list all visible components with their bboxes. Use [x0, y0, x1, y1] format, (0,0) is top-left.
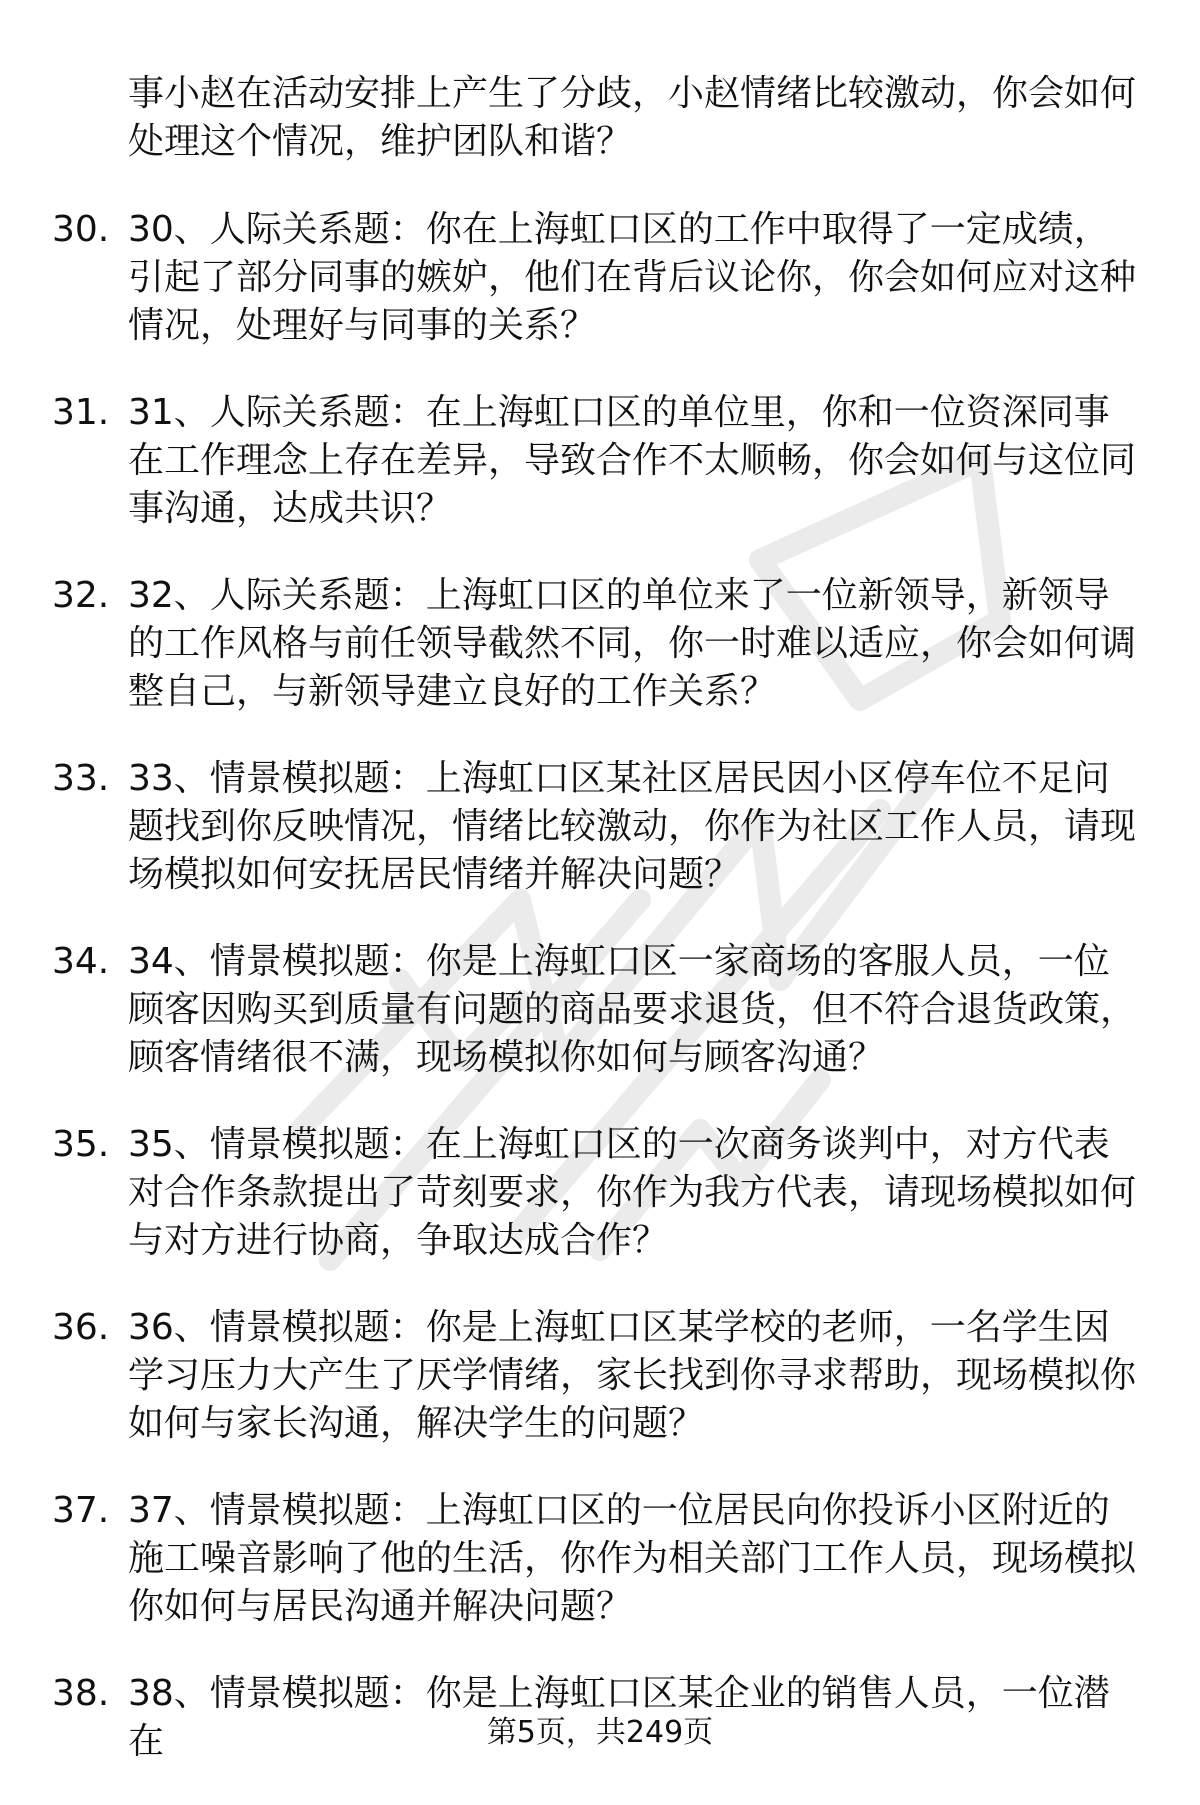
list-item	[0, 938, 1200, 1082]
item-text: 30、人际关系题：你在上海虹口区的工作中取得了一定成绩，引起了部分同事的嫉妒，他们在背后议论你，你会如何应对这种情况，处理好与同事的关系？	[128, 209, 1137, 346]
item-text: 38、情景模拟题：你是上海虹口区某企业的销售人员，一位潜在	[128, 1673, 1110, 1762]
continuation-text: 事小赵在活动安排上产生了分歧，小赵情绪比较激动，你会如何处理这个情况，维护团队和谐？	[128, 73, 1137, 162]
question-list	[0, 70, 1200, 1805]
list-item	[0, 755, 1200, 899]
item-number: 33.	[52, 758, 110, 799]
item-number: 37.	[52, 1490, 110, 1531]
list-item	[0, 1304, 1200, 1448]
item-number: 30.	[52, 209, 110, 250]
item-number: 32.	[52, 575, 110, 616]
list-item	[0, 1487, 1200, 1631]
item-text: 36、情景模拟题：你是上海虹口区某学校的老师，一名学生因学习压力大产生了厌学情绪，家长找到你寻求帮助，现场模拟你如何与家长沟通，解决学生的问题？	[128, 1307, 1137, 1444]
list-item	[0, 389, 1200, 533]
item-number: 36.	[52, 1307, 110, 1348]
page-footer: 第5页，共249页	[486, 1715, 714, 1750]
item-number: 34.	[52, 941, 110, 982]
item-number: 31.	[52, 392, 110, 433]
item-text: 34、情景模拟题：你是上海虹口区一家商场的客服人员，一位顾客因购买到质量有问题的商品要求退货，但不符合退货政策，顾客情绪很不满，现场模拟你如何与顾客沟通？	[128, 941, 1137, 1078]
item-number: 38.	[52, 1673, 110, 1714]
list-item	[0, 206, 1200, 350]
item-text: 35、情景模拟题：在上海虹口区的一次商务谈判中，对方代表对合作条款提出了苛刻要求，你作为我方代表，请现场模拟如何与对方进行协商，争取达成合作？	[128, 1124, 1137, 1261]
item-number: 35.	[52, 1124, 110, 1165]
item-text: 31、人际关系题：在上海虹口区的单位里，你和一位资深同事在工作理念上存在差异，导致合作不太顺畅，你会如何与这位同事沟通，达成共识？	[128, 392, 1137, 529]
list-item	[0, 572, 1200, 716]
item-text: 33、情景模拟题：上海虹口区某社区居民因小区停车位不足问题找到你反映情况，情绪比较激动，你作为社区工作人员，请现场模拟如何安抚居民情绪并解决问题？	[128, 758, 1137, 895]
item-text: 37、情景模拟题：上海虹口区的一位居民向你投诉小区附近的施工噪音影响了他的生活，你作为相关部门工作人员，现场模拟你如何与居民沟通并解决问题？	[128, 1490, 1137, 1627]
list-item	[0, 1121, 1200, 1265]
item-text: 32、人际关系题：上海虹口区的单位来了一位新领导，新领导的工作风格与前任领导截然不同，你一时难以适应，你会如何调整自己，与新领导建立良好的工作关系？	[128, 575, 1137, 712]
